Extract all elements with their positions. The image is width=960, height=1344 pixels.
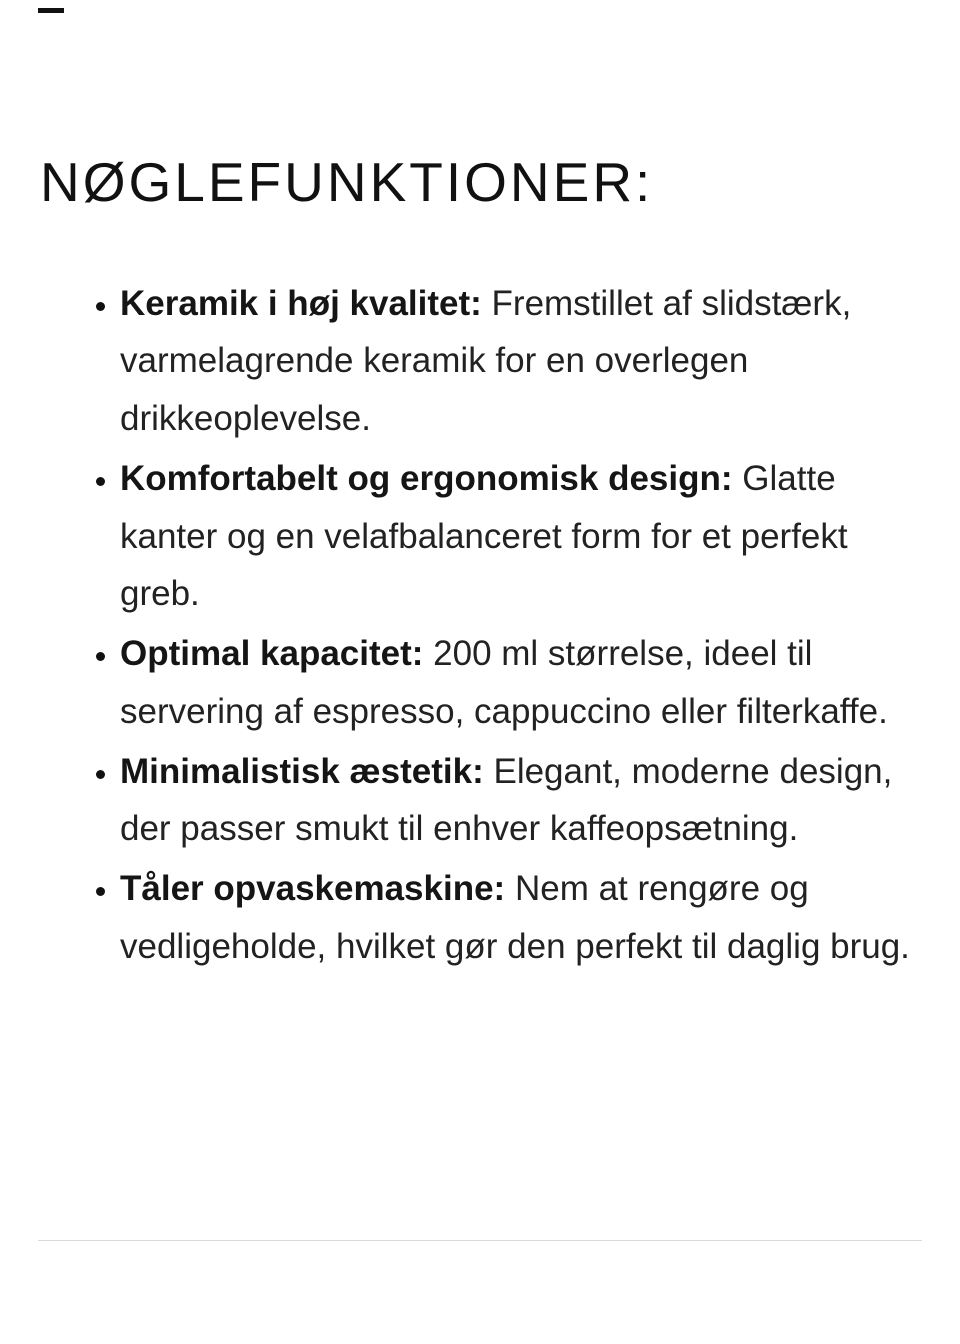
feature-item: [120, 860, 920, 976]
feature-list: [92, 275, 920, 976]
section-divider: [38, 1240, 922, 1241]
feature-text: Glatte kanter og en velafbalanceret form for et perfekt greb.: [120, 458, 848, 614]
feature-label: Keramik i høj kvalitet:: [120, 283, 482, 323]
feature-text: Fremstillet af slidstærk, varmelagrende keramik for en overlegen drikkeoplevelse.: [120, 283, 852, 438]
feature-item: [120, 743, 920, 859]
feature-text: 200 ml størrelse, ideel til servering af espresso, cappuccino eller filterkaffe.: [120, 634, 888, 731]
section-heading: NØGLEFUNKTIONER:: [40, 151, 654, 213]
feature-item: [120, 625, 920, 741]
feature-item: [120, 275, 920, 448]
feature-text: Elegant, moderne design, der passer smukt til enhver kaffeopsætning.: [120, 751, 893, 849]
feature-label: Optimal kapacitet:: [120, 634, 424, 673]
top-edge-mark: [38, 8, 64, 13]
feature-label: Komfortabelt og ergonomisk design:: [120, 458, 733, 498]
feature-label: Tåler opvaskemaskine:: [120, 869, 506, 908]
feature-item: [120, 450, 920, 623]
feature-text: Nem at rengøre og vedligeholde, hvilket gør den perfekt til daglig brug.: [120, 869, 910, 966]
feature-label: Minimalistisk æstetik:: [120, 751, 484, 791]
